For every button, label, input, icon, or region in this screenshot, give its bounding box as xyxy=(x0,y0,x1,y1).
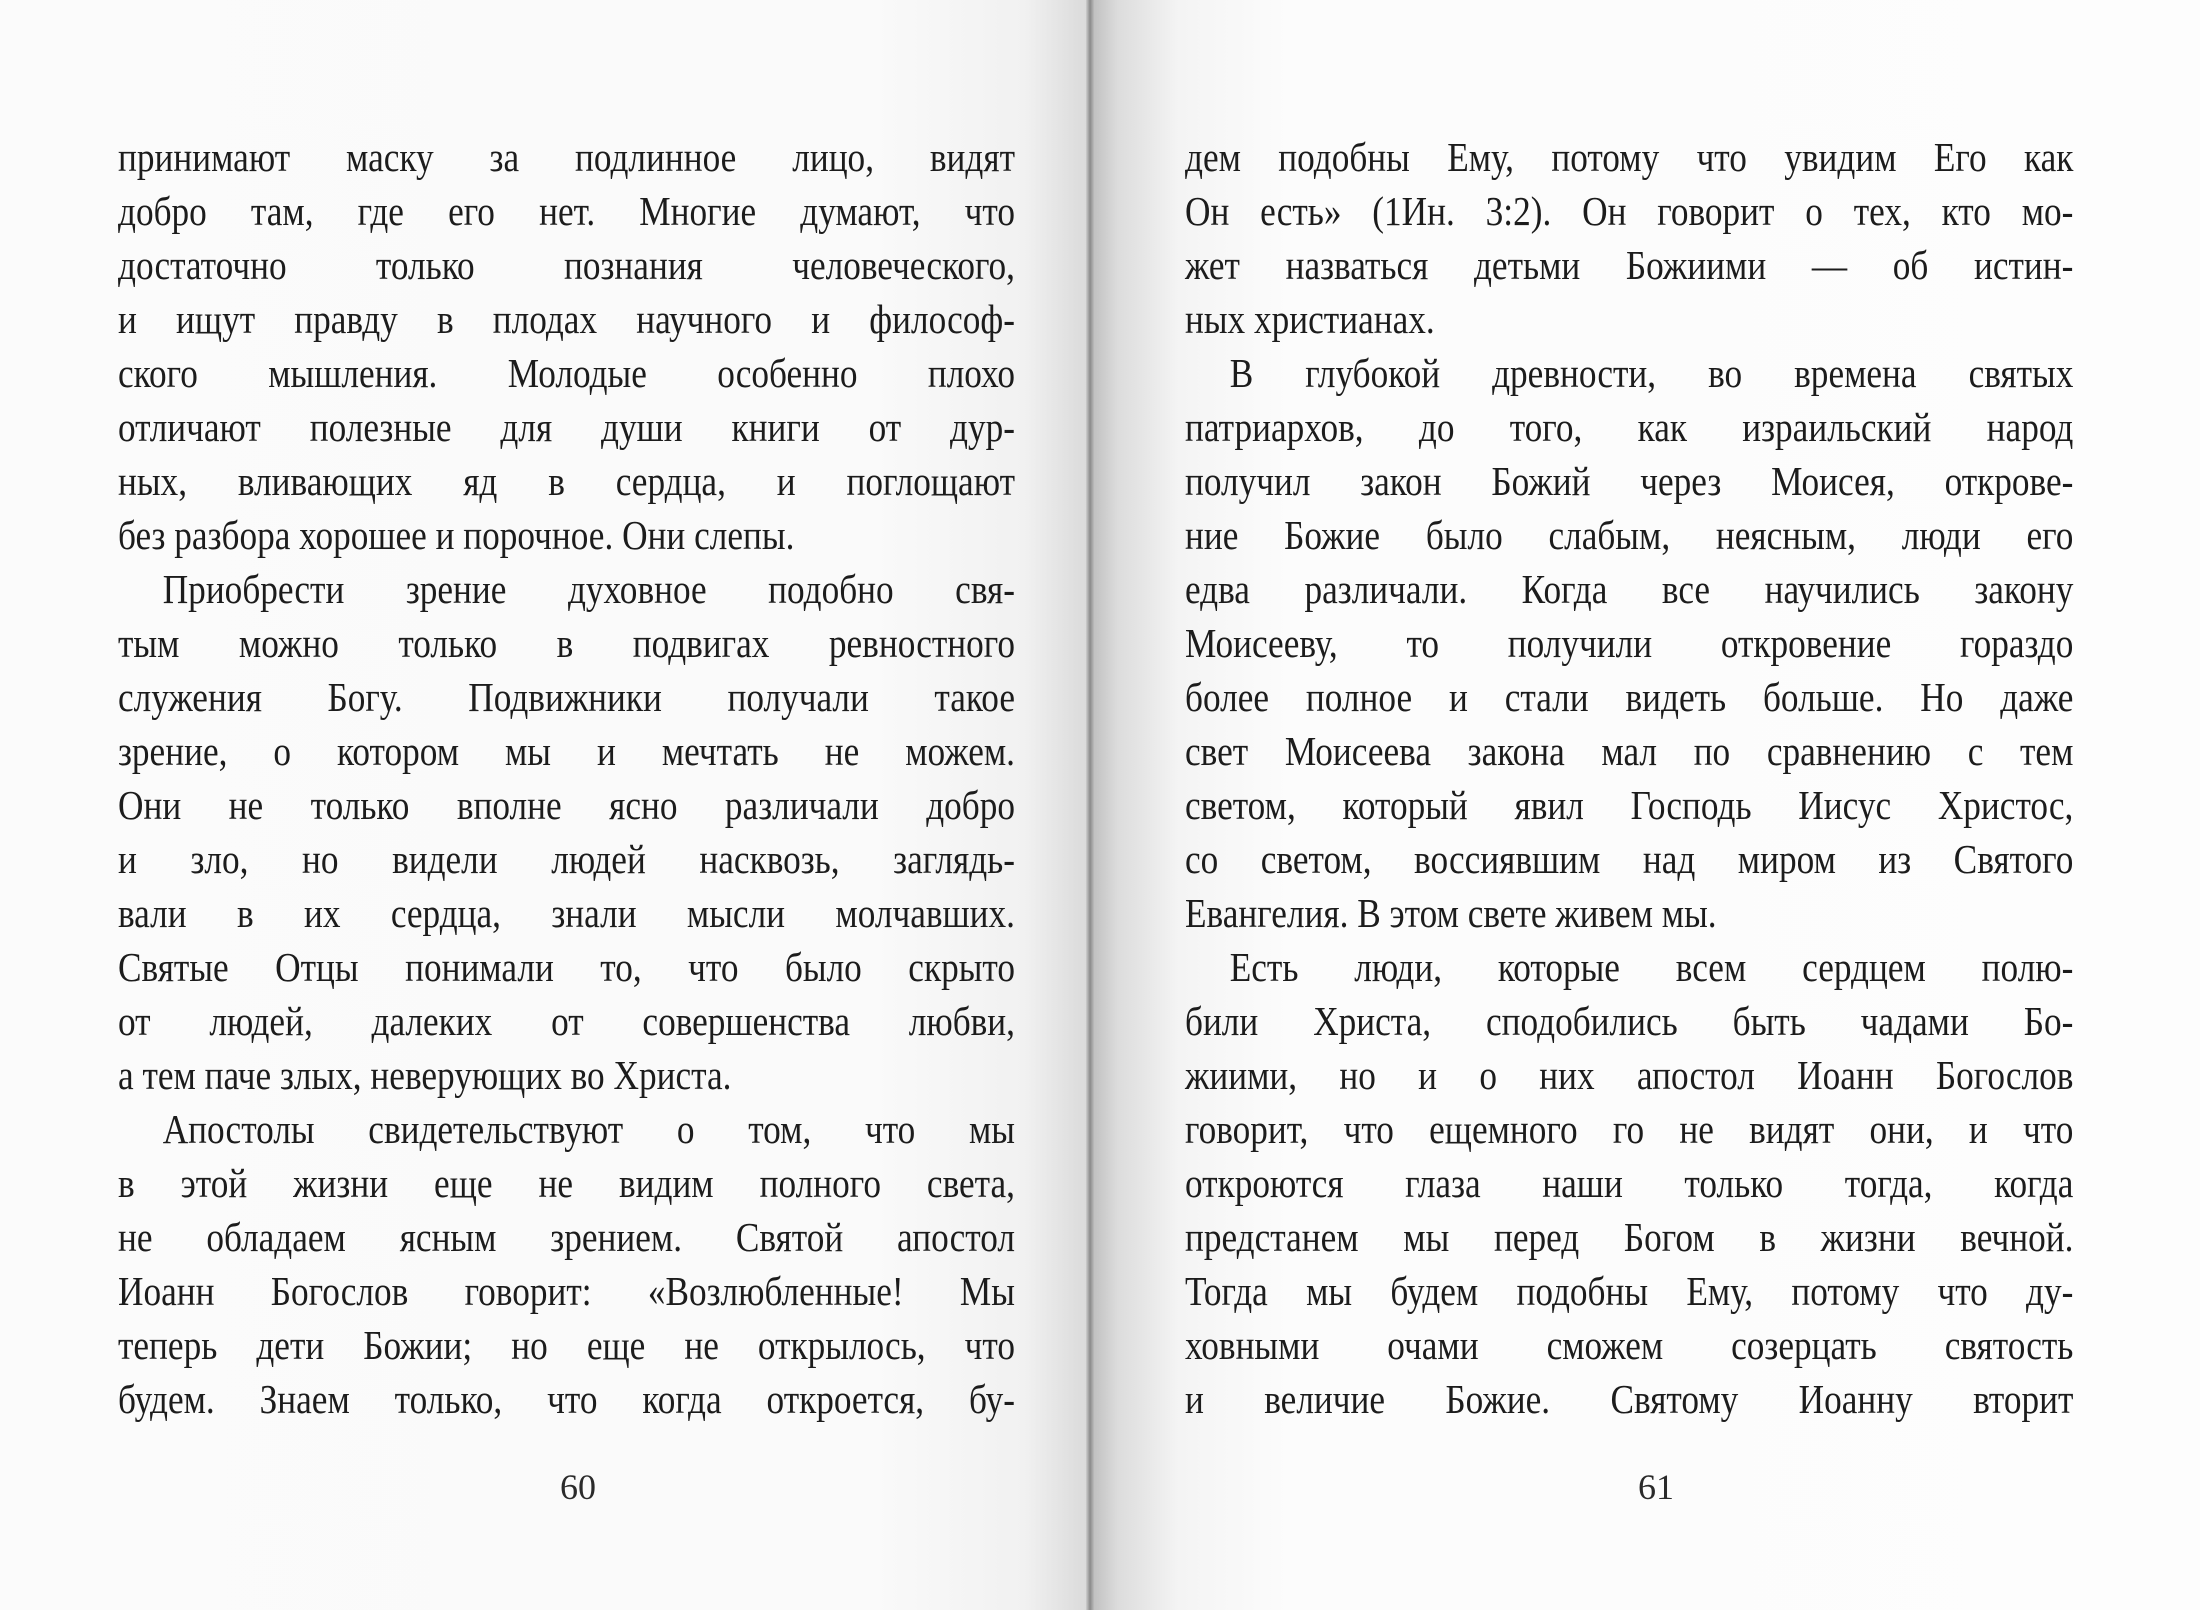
text-line: и ищут правду в плодах научного и философ- xyxy=(118,296,1015,342)
text-line: будем. Знаем только, что когда откроется, бу- xyxy=(118,1376,1015,1422)
text-line: били Христа, сподобились быть чадами Бо- xyxy=(1185,998,2074,1044)
text-line: и величие Божие. Святому Иоанну вторит xyxy=(1185,1376,2074,1422)
text-line: ского мышления. Молодые особенно плохо xyxy=(118,350,1015,396)
text-line: ние Божие было слабым, неясным, люди его xyxy=(1185,512,2074,558)
text-line: Они не только вполне ясно различали добро xyxy=(118,782,1015,828)
text-line: достаточно только познания человеческого, xyxy=(118,242,1015,288)
text-line: служения Богу. Подвижники получали такое xyxy=(118,674,1015,720)
text-line: Он есть» (1Ин. 3:2). Он говорит о тех, кто мо- xyxy=(1185,188,2074,234)
text-line: и зло, но видели людей насквозь, заглядь- xyxy=(118,836,1015,882)
text-line: предстанем мы перед Богом в жизни вечной. xyxy=(1185,1214,2074,1260)
text-line: Приобрести зрение духовное подобно свя- xyxy=(162,566,1015,612)
text-line: ховными очами сможем созерцать святость xyxy=(1185,1322,2074,1368)
text-line: со светом, воссиявшим над миром из Святого xyxy=(1185,836,2074,882)
text-line: а тем паче злых, неверующих во Христа. xyxy=(118,1052,732,1098)
left-page-text xyxy=(118,130,1015,1426)
text-line: не обладаем ясным зрением. Святой апостол xyxy=(118,1214,1015,1260)
text-line: отличают полезные для души книги от дур- xyxy=(118,404,1015,450)
text-line: говорит, что ещемного го не видят они, и что xyxy=(1185,1106,2074,1152)
text-line: откроются глаза наши только тогда, когда xyxy=(1185,1160,2074,1206)
text-line: жиими, но и о них апостол Иоанн Богослов xyxy=(1185,1052,2074,1098)
book-gutter xyxy=(1086,0,1094,1610)
left-page xyxy=(0,0,1090,1610)
text-line: едва различали. Когда все научились закону xyxy=(1185,566,2074,612)
text-line: Тогда мы будем подобны Ему, потому что ду- xyxy=(1185,1268,2074,1314)
text-line: без разбора хорошее и порочное. Они слепы. xyxy=(118,512,795,558)
text-line: получил закон Божий через Моисея, открове- xyxy=(1185,458,2074,504)
text-line: патриархов, до того, как израильский народ xyxy=(1185,404,2074,450)
text-line: ных христианах. xyxy=(1185,296,1435,342)
right-page-number: 61 xyxy=(1638,1467,1674,1507)
text-line: более полное и стали видеть больше. Но даже xyxy=(1185,674,2074,720)
text-line: светом, который явил Господь Иисус Христос, xyxy=(1185,782,2074,828)
left-page-number: 60 xyxy=(560,1467,596,1507)
text-line: вали в их сердца, знали мысли молчавших. xyxy=(118,890,1015,936)
right-page-text xyxy=(1185,130,2073,1426)
text-line: добро там, где его нет. Многие думают, что xyxy=(118,188,1015,234)
text-line: от людей, далеких от совершенства любви, xyxy=(118,998,1015,1044)
right-page xyxy=(1090,0,2200,1610)
text-line: Святые Отцы понимали то, что было скрыто xyxy=(118,944,1015,990)
text-line: жет назваться детьми Божиими — об истин- xyxy=(1185,242,2074,288)
text-line: зрение, о котором мы и мечтать не можем. xyxy=(118,728,1015,774)
text-line: теперь дети Божии; но еще не открылось, что xyxy=(118,1322,1015,1368)
text-line: в этой жизни еще не видим полного света, xyxy=(118,1160,1015,1206)
text-line: Иоанн Богослов говорит: «Возлюбленные! Мы xyxy=(118,1268,1015,1314)
text-line: Моисееву, то получили откровение гораздо xyxy=(1185,620,2074,666)
text-line: ных, вливающих яд в сердца, и поглощают xyxy=(118,458,1015,504)
text-line: Апостолы свидетельствуют о том, что мы xyxy=(162,1106,1015,1152)
text-line: дем подобны Ему, потому что увидим Его как xyxy=(1185,134,2074,180)
text-line: Евангелия. В этом свете живем мы. xyxy=(1185,890,1717,936)
text-line: В глубокой древности, во времена святых xyxy=(1229,350,2074,396)
text-line: принимают маску за подлинное лицо, видят xyxy=(118,134,1015,180)
text-line: Есть люди, которые всем сердцем полю- xyxy=(1229,944,2074,990)
text-line: тым можно только в подвигах ревностного xyxy=(118,620,1015,666)
text-line: свет Моисеева закона мал по сравнению с тем xyxy=(1185,728,2074,774)
